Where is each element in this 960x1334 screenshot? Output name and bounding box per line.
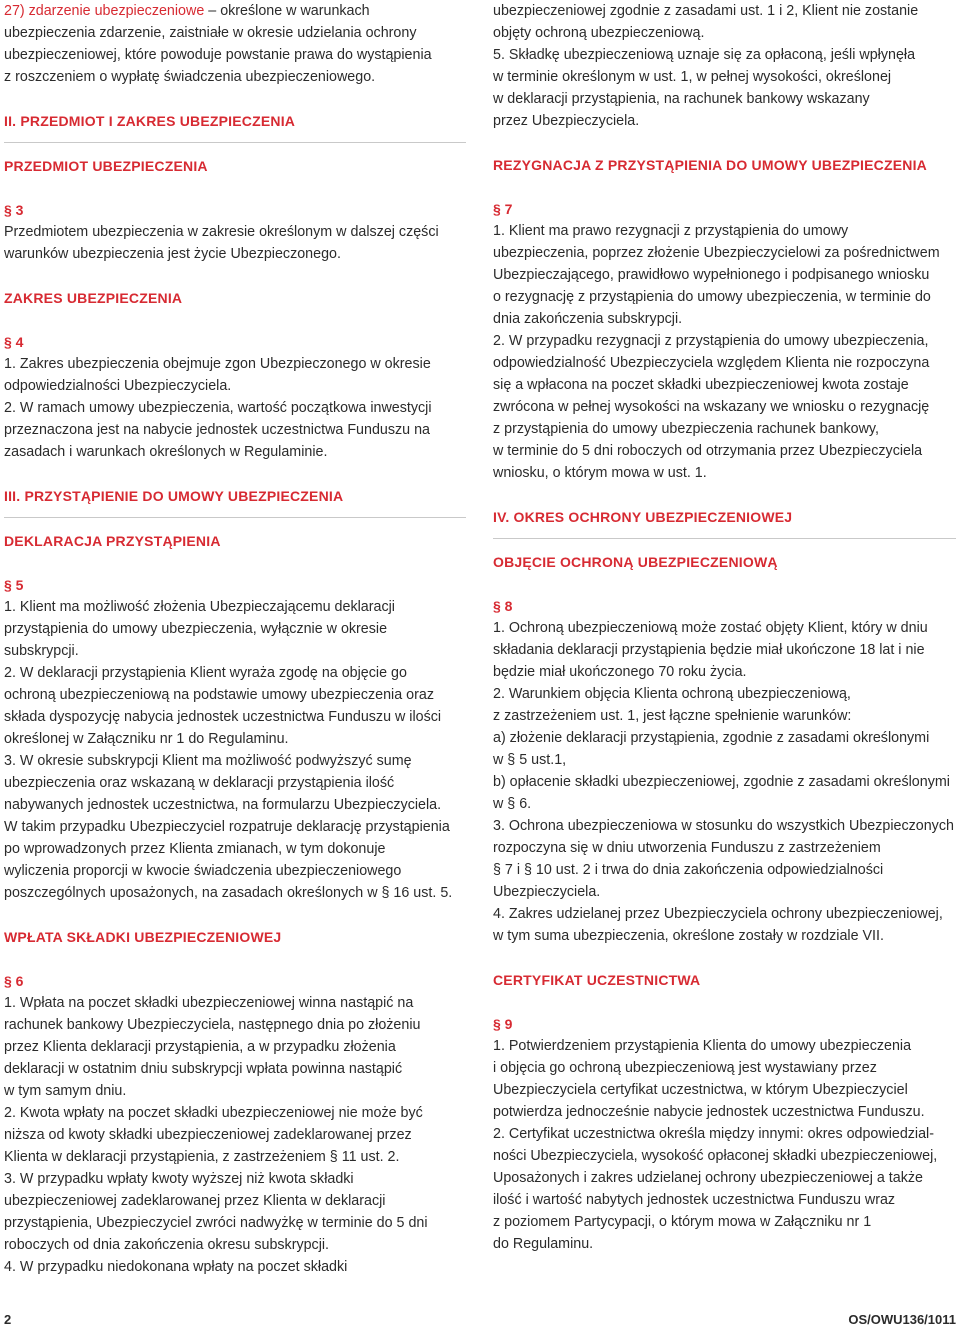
text-line: ubezpieczeniowej zgodnie z zasadami ust. 1 i 2, Klient nie zostanie xyxy=(493,3,919,19)
text-line: składa dyspozycję nabycia jednostek uczestnictwa Funduszu w ilości xyxy=(4,709,442,725)
text-line: przystąpienia, Ubezpieczyciel zwróci nadwyżkę w terminie do 5 dni xyxy=(4,1215,428,1231)
continuation-text xyxy=(493,0,956,132)
text-line: dnia zakończenia subskrypcji. xyxy=(493,311,683,327)
text-line: 4. Zakres udzielanej przez Ubezpieczyciela ochrony ubezpieczeniowej, xyxy=(493,906,943,922)
text-line: Ubezpieczyciela. xyxy=(493,884,601,900)
text-line: i objęcia go ochroną ubezpieczeniową jest wystawiany przez xyxy=(493,1060,877,1076)
text-line: zwrócona w pełnej wysokości na wskazany we wniosku o rezygnację xyxy=(493,399,930,415)
text-line: będzie miał ukończonego 70 roku życia. xyxy=(493,664,747,680)
text-line: rachunek bankowy Ubezpieczyciela, następnego dnia po złożeniu xyxy=(4,1017,421,1033)
text-line: z poziomem Partycypacji, o którym mowa w Załączniku nr 1 xyxy=(493,1214,872,1230)
paragraph-7-text xyxy=(493,220,956,484)
text-line: o rezygnację z przystąpienia do umowy ubezpieczenia, w terminie do xyxy=(493,289,931,305)
text-line: 3. Ochrona ubezpieczeniowa w stosunku do wszystkich Ubezpieczonych xyxy=(493,818,954,834)
heading-deklaracja: DEKLARACJA PRZYSTĄPIENIA xyxy=(4,533,221,549)
text-line: 1. Zakres ubezpieczenia obejmuje zgon Ubezpieczonego w okresie xyxy=(4,356,431,372)
text-line: ochroną ubezpieczeniową na podstawie umowy ubezpieczenia oraz xyxy=(4,687,434,703)
text-line: 2. W ramach umowy ubezpieczenia, wartość początkowa inwestycji xyxy=(4,400,432,416)
text-line: nabywanych jednostek uczestnictwa, na formularzu Ubezpieczyciela. xyxy=(4,797,442,813)
paragraph-7-number: § 7 xyxy=(493,201,513,217)
text-line: 1. Ochroną ubezpieczeniową może zostać objęty Klient, który w dniu xyxy=(493,620,928,636)
text-line: przez Ubezpieczyciela. xyxy=(493,113,640,129)
text-line: w tym samym dniu. xyxy=(4,1083,127,1099)
text-line: odpowiedzialność Ubezpieczyciela względem Klienta nie rozpoczyna xyxy=(493,355,930,371)
text-line: subskrypcji. xyxy=(4,643,79,659)
text-line: 3. W okresie subskrypcji Klient ma możliwość podwyższyć sumę xyxy=(4,753,412,769)
text-line: ności Ubezpieczyciela, wysokość opłaconej składki ubezpieczeniowej, xyxy=(493,1148,938,1164)
text-line: przystąpienia do umowy ubezpieczenia, wyłącznie w okresie xyxy=(4,621,388,637)
text-line: w deklaracji przystąpienia, na rachunek bankowy wskazany xyxy=(493,91,870,107)
text-line: 4. W przypadku niedokonana wpłaty na poczet składki xyxy=(4,1259,348,1275)
paragraph-3-number: § 3 xyxy=(4,202,24,218)
text-line: Klienta w deklaracji przystąpienia, z zastrzeżeniem § 11 ust. 2. xyxy=(4,1149,400,1165)
heading-certyfikat: CERTYFIKAT UCZESTNICTWA xyxy=(493,972,701,988)
text-line: odpowiedzialności Ubezpieczyciela. xyxy=(4,378,232,394)
text-line: z przystąpienia do umowy ubezpieczenia rachunek bankowy, xyxy=(493,421,879,437)
text-line: poszczególnych uposażonych, na zasadach określonych w § 16 ust. 5. xyxy=(4,885,453,901)
intro-definition: 27) zdarzenie ubezpieczeniowe – określone w warunkach xyxy=(4,3,370,19)
text-line: ubezpieczenia zdarzenie, zaistniałe w okresie udzielania ochrony xyxy=(4,25,417,41)
text-line: § 7 i § 10 ust. 2 i trwa do dnia zakończenia odpowiedzialności xyxy=(493,862,884,878)
paragraph-5-text xyxy=(4,596,466,904)
heading-rezygnacja: REZYGNACJA Z PRZYSTĄPIENIA DO UMOWY UBEZPIECZENIA xyxy=(493,157,927,173)
text-line: 5. Składkę ubezpieczeniową uznaje się za opłaconą, jeśli wpłynęła xyxy=(493,47,916,63)
text-line: 1. Klient ma prawo rezygnacji z przystąpienia do umowy xyxy=(493,223,849,239)
heading-wplata: WPŁATA SKŁADKI UBEZPIECZENIOWEJ xyxy=(4,929,282,945)
text-line: w § 6. xyxy=(493,796,532,812)
definition-term: 27) zdarzenie ubezpieczeniowe xyxy=(4,3,205,19)
text-line: niższa od kwoty składki ubezpieczeniowej zadeklarowanej przez xyxy=(4,1127,412,1143)
document-code: OS/OWU136/1011 xyxy=(848,1312,956,1327)
text-line: ubezpieczenia, poprzez złożenie Ubezpieczycielowi za pośrednictwem xyxy=(493,245,940,261)
paragraph-5-number: § 5 xyxy=(4,577,24,593)
text-line: określonej w Załączniku nr 1 do Regulaminu. xyxy=(4,731,289,747)
text-line: roboczych od dnia zakończenia okresu subskrypcji. xyxy=(4,1237,330,1253)
text-line: deklaracji w ostatnim dniu subskrypcji wpłata powinna nastąpić xyxy=(4,1061,403,1077)
paragraph-9-text xyxy=(493,1035,956,1255)
text-line: 2. Kwota wpłaty na poczet składki ubezpieczeniowej nie może być xyxy=(4,1105,423,1121)
paragraph-3-text xyxy=(4,221,466,265)
text-line: się a wpłacona na poczet składki ubezpieczeniowej kwota zostaje xyxy=(493,377,909,393)
heading-zakres: ZAKRES UBEZPIECZENIA xyxy=(4,290,183,306)
text-line: potwierdza jednocześnie nabycie jednostek uczestnictwa Funduszu. xyxy=(493,1104,925,1120)
section-title-3: III. PRZYSTĄPIENIE DO UMOWY UBEZPIECZENIA xyxy=(4,488,344,504)
text-line: z roszczeniem o wypłatę świadczenia ubezpieczeniowego. xyxy=(4,69,376,85)
text-line: 3. W przypadku wpłaty kwoty wyższej niż kwota składki xyxy=(4,1171,354,1187)
text-line: 2. Certyfikat uczestnictwa określa między innymi: okres odpowiedzial- xyxy=(493,1126,934,1142)
text-line: rozpoczyna się w dniu utworzenia Funduszu z zastrzeżeniem xyxy=(493,840,881,856)
text-line: Przedmiotem ubezpieczenia w zakresie określonym w dalszej części xyxy=(4,224,439,240)
section-title-4: IV. OKRES OCHRONY UBEZPIECZENIOWEJ xyxy=(493,509,793,525)
text-line: 2. W deklaracji przystąpienia Klient wyraża zgodę na objęcie go xyxy=(4,665,407,681)
text-line: składania deklaracji przystąpienia będzie miał ukończone 18 lat i nie xyxy=(493,642,925,658)
text-line: Uposażonych i zakres udzielanej ochrony ubezpieczeniowej a także xyxy=(493,1170,923,1186)
text-line: 2. Warunkiem objęcia Klienta ochroną ubezpieczeniową, xyxy=(493,686,851,702)
text-line: 2. W przypadku rezygnacji z przystąpienia do umowy ubezpieczenia, xyxy=(493,333,929,349)
text-line: ubezpieczenia oraz wskazaną w deklaracji przystąpienia ilość xyxy=(4,775,395,791)
text-line: 1. Potwierdzeniem przystąpienia Klienta do umowy ubezpieczenia xyxy=(493,1038,912,1054)
text-line: Ubezpieczającego, prawidłowo wypełnionego i podpisanego wniosku xyxy=(493,267,930,283)
intro-lines xyxy=(4,22,466,88)
paragraph-9-number: § 9 xyxy=(493,1016,513,1032)
heading-przedmiot: PRZEDMIOT UBEZPIECZENIA xyxy=(4,158,208,174)
text-line: z zastrzeżeniem ust. 1, jest łączne spełnienie warunków: xyxy=(493,708,852,724)
text-line: w terminie określonym w ust. 1, w pełnej wysokości, określonej xyxy=(493,69,892,85)
text-line: warunków ubezpieczenia jest życie Ubezpieczonego. xyxy=(4,246,341,262)
page-number: 2 xyxy=(4,1312,12,1327)
paragraph-8-number: § 8 xyxy=(493,598,513,614)
text-line: do Regulaminu. xyxy=(493,1236,594,1252)
left-column xyxy=(4,0,466,1278)
text-line: W takim przypadku Ubezpieczyciel rozpatruje deklarację przystąpienia xyxy=(4,819,450,835)
text-line: po wprowadzonych przez Klienta zmianach, w tym dokonuje xyxy=(4,841,386,857)
heading-objecie: OBJĘCIE OCHRONĄ UBEZPIECZENIOWĄ xyxy=(493,554,778,570)
text-line: b) opłacenie składki ubezpieczeniowej, zgodnie z zasadami określonymi xyxy=(493,774,950,790)
text-line: w tym suma ubezpieczenia, określone zostały w rozdziale VII. xyxy=(493,928,884,944)
text-line: ubezpieczeniowej, które powoduje powstanie prawa do wystąpienia xyxy=(4,47,432,63)
text-line: ilość i wartość nabytych jednostek uczestnictwa Funduszu wraz xyxy=(493,1192,896,1208)
section-title-2: II. PRZEDMIOT I ZAKRES UBEZPIECZENIA xyxy=(4,113,296,129)
text-line: wyliczenia proporcji w kwocie świadczenia ubezpieczeniowego xyxy=(4,863,402,879)
text-line: w terminie do 5 dni roboczych od otrzymania przez Ubezpieczyciela xyxy=(493,443,923,459)
paragraph-6-number: § 6 xyxy=(4,973,24,989)
text-line: w § 5 ust.1, xyxy=(493,752,567,768)
paragraph-4-number: § 4 xyxy=(4,334,24,350)
text-line: 1. Klient ma możliwość złożenia Ubezpieczającemu deklaracji xyxy=(4,599,395,615)
text-line: ubezpieczeniowej zadeklarowanej przez Klienta w deklaracji xyxy=(4,1193,386,1209)
text-line: a) złożenie deklaracji przystąpienia, zgodnie z zasadami określonymi xyxy=(493,730,930,746)
paragraph-8-text xyxy=(493,617,956,947)
text-line: Ubezpieczyciela certyfikat uczestnictwa, w którym Ubezpieczyciel xyxy=(493,1082,908,1098)
paragraph-4-text xyxy=(4,353,466,463)
text-line: przeznaczona jest na nabycie jednostek uczestnictwa Funduszu na xyxy=(4,422,430,438)
text-line: przez Klienta deklaracji przystąpienia, a w przypadku złożenia xyxy=(4,1039,396,1055)
text-line: 1. Wpłata na poczet składki ubezpieczeniowej winna nastąpić na xyxy=(4,995,414,1011)
text-line: zasadach i warunkach określonych w Regulaminie. xyxy=(4,444,328,460)
text-line: wniosku, o którym mowa w ust. 1. xyxy=(493,465,707,481)
right-column xyxy=(493,0,956,1255)
paragraph-6-text xyxy=(4,992,466,1278)
text-line: objęty ochroną ubezpieczeniową. xyxy=(493,25,705,41)
